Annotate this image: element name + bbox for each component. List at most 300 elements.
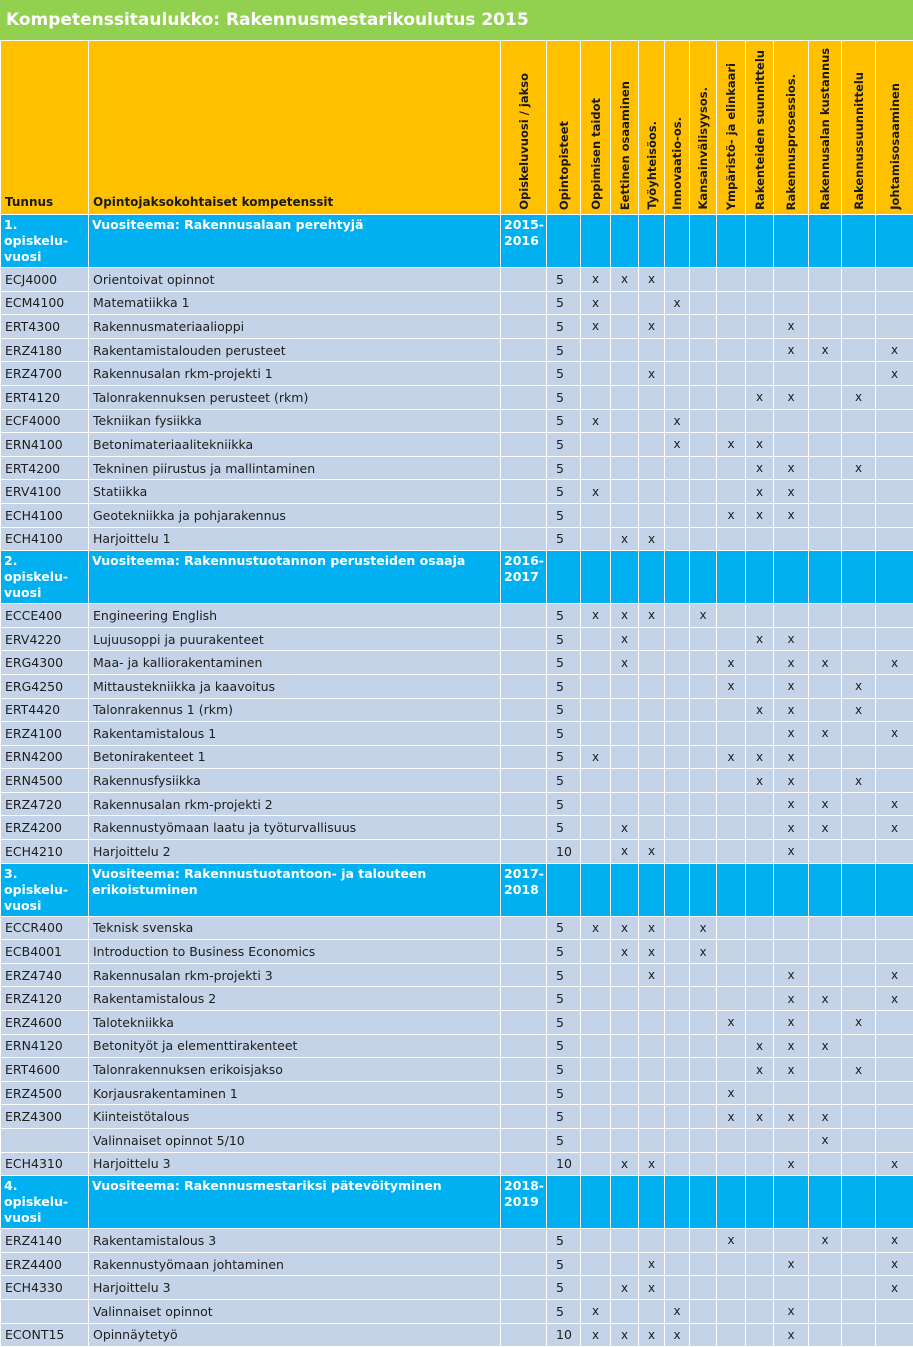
course-name: Tekninen piirustus ja mallintaminen xyxy=(89,456,501,480)
competence-mark xyxy=(665,651,690,675)
competence-mark xyxy=(611,1252,639,1276)
competence-mark xyxy=(690,1152,717,1176)
course-code: ERZ4100 xyxy=(1,722,89,746)
competence-mark xyxy=(665,769,690,793)
course-code xyxy=(1,1299,89,1323)
competence-mark xyxy=(690,1299,717,1323)
competence-mark xyxy=(665,792,690,816)
column-header-label: Rakennussuunnittelu xyxy=(852,72,866,210)
competence-mark xyxy=(842,409,876,433)
competence-mark xyxy=(665,940,690,964)
column-header xyxy=(501,41,547,215)
credits: 10 xyxy=(547,1323,581,1347)
course-name: Valinnaiset opinnot 5/10 xyxy=(89,1129,501,1153)
competence-mark xyxy=(665,1276,690,1300)
credits: 5 xyxy=(547,698,581,722)
period-cell xyxy=(501,1252,547,1276)
table-row xyxy=(1,674,913,698)
period-cell xyxy=(501,409,547,433)
course-code: ERT4120 xyxy=(1,385,89,409)
competence-mark xyxy=(842,963,876,987)
column-header-label: Innovaatio-os. xyxy=(670,117,684,210)
column-header-label: Työyhteisöos. xyxy=(645,121,659,210)
period-cell xyxy=(501,1034,547,1058)
course-code: ERN4120 xyxy=(1,1034,89,1058)
competence-mark xyxy=(639,745,665,769)
competence-mark xyxy=(690,987,717,1011)
competence-mark xyxy=(774,916,809,940)
competence-mark xyxy=(639,1081,665,1105)
theme-cell xyxy=(611,863,639,916)
competence-mark xyxy=(876,916,913,940)
period-cell xyxy=(501,503,547,527)
competence-mark xyxy=(639,433,665,457)
competence-mark xyxy=(774,268,809,292)
competence-mark xyxy=(842,940,876,964)
competence-mark: x xyxy=(876,1252,913,1276)
year-range: 2017-2018 xyxy=(501,863,547,916)
competence-mark xyxy=(665,1129,690,1153)
competence-mark xyxy=(665,268,690,292)
competence-mark xyxy=(690,745,717,769)
course-code: ECCR400 xyxy=(1,916,89,940)
competence-mark: x xyxy=(774,651,809,675)
competence-mark: x xyxy=(746,503,774,527)
competence-mark: x xyxy=(774,745,809,769)
competence-mark: x xyxy=(746,1034,774,1058)
competence-mark xyxy=(746,1276,774,1300)
competence-mark xyxy=(665,674,690,698)
credits: 5 xyxy=(547,527,581,551)
course-name: Matematiikka 1 xyxy=(89,291,501,315)
competence-mark xyxy=(876,698,913,722)
theme-cell xyxy=(611,551,639,604)
competence-mark xyxy=(611,385,639,409)
competence-mark: x xyxy=(581,268,611,292)
competence-mark xyxy=(842,338,876,362)
competence-mark xyxy=(690,816,717,840)
table-row xyxy=(1,527,913,551)
code-header: Tunnus xyxy=(1,41,89,215)
competence-mark xyxy=(690,963,717,987)
table-row xyxy=(1,1105,913,1129)
competence-mark xyxy=(639,1058,665,1082)
competence-mark: x xyxy=(809,1229,842,1253)
competence-mark xyxy=(876,268,913,292)
table-row xyxy=(1,769,913,793)
competence-mark xyxy=(639,792,665,816)
competence-mark: x xyxy=(774,456,809,480)
competence-mark: x xyxy=(639,315,665,339)
column-header xyxy=(842,41,876,215)
competence-mark xyxy=(876,456,913,480)
period-cell xyxy=(501,1011,547,1035)
competence-mark xyxy=(717,916,746,940)
competence-mark: x xyxy=(581,745,611,769)
competence-mark xyxy=(717,456,746,480)
course-name: Rakennusalan rkm-projekti 1 xyxy=(89,362,501,386)
theme-cell xyxy=(547,215,581,268)
year-label: 3. opiskelu-vuosi xyxy=(1,863,89,916)
credits: 5 xyxy=(547,503,581,527)
course-code: ERT4420 xyxy=(1,698,89,722)
credits: 5 xyxy=(547,792,581,816)
competence-mark xyxy=(690,1276,717,1300)
competence-mark xyxy=(876,769,913,793)
competence-mark xyxy=(842,1299,876,1323)
competence-mark xyxy=(581,503,611,527)
period-cell xyxy=(501,433,547,457)
competence-mark xyxy=(746,940,774,964)
competence-mark xyxy=(717,1034,746,1058)
competence-mark xyxy=(809,604,842,628)
course-name: Teknisk svenska xyxy=(89,916,501,940)
competence-mark xyxy=(809,745,842,769)
credits: 5 xyxy=(547,916,581,940)
competence-mark xyxy=(639,987,665,1011)
course-name: Rakennusalan rkm-projekti 3 xyxy=(89,963,501,987)
competence-mark xyxy=(876,385,913,409)
competence-mark xyxy=(611,480,639,504)
table-row xyxy=(1,1152,913,1176)
course-name: Rakennusmateriaalioppi xyxy=(89,315,501,339)
period-cell xyxy=(501,268,547,292)
competence-mark: x xyxy=(809,722,842,746)
competence-mark xyxy=(690,674,717,698)
period-cell xyxy=(501,1276,547,1300)
competence-mark xyxy=(842,268,876,292)
competence-mark xyxy=(842,315,876,339)
competence-mark xyxy=(690,651,717,675)
competence-mark xyxy=(690,1081,717,1105)
competence-mark xyxy=(611,769,639,793)
competence-mark xyxy=(717,840,746,864)
year-theme: Vuositeema: Rakennustuotannon perusteiden osaaja xyxy=(89,551,501,604)
competence-mark xyxy=(746,1011,774,1035)
course-code: ECM4100 xyxy=(1,291,89,315)
table-row xyxy=(1,745,913,769)
competence-mark: x xyxy=(809,338,842,362)
course-code: ECH4210 xyxy=(1,840,89,864)
period-cell xyxy=(501,627,547,651)
theme-cell xyxy=(581,215,611,268)
credits: 5 xyxy=(547,1034,581,1058)
theme-cell xyxy=(639,1176,665,1229)
competence-mark xyxy=(581,1011,611,1035)
course-code: ECCE400 xyxy=(1,604,89,628)
competence-mark xyxy=(639,674,665,698)
competence-mark xyxy=(746,409,774,433)
competence-mark xyxy=(746,722,774,746)
theme-cell xyxy=(611,215,639,268)
competence-mark xyxy=(690,456,717,480)
competence-mark: x xyxy=(639,1323,665,1347)
competence-mark xyxy=(581,627,611,651)
competence-mark xyxy=(717,291,746,315)
competence-mark: x xyxy=(581,480,611,504)
competence-mark xyxy=(876,1129,913,1153)
competence-mark xyxy=(717,627,746,651)
competence-mark xyxy=(774,291,809,315)
credits: 5 xyxy=(547,268,581,292)
competence-mark xyxy=(611,291,639,315)
competence-mark xyxy=(876,409,913,433)
course-name: Rakennusalan rkm-projekti 2 xyxy=(89,792,501,816)
table-row xyxy=(1,916,913,940)
competence-mark xyxy=(876,527,913,551)
course-code: ERN4100 xyxy=(1,433,89,457)
competence-mark xyxy=(665,1081,690,1105)
year-theme-row xyxy=(1,551,913,604)
competence-mark xyxy=(581,674,611,698)
table-row xyxy=(1,651,913,675)
column-header xyxy=(717,41,746,215)
competence-mark xyxy=(774,409,809,433)
competence-mark xyxy=(581,1129,611,1153)
table-row xyxy=(1,338,913,362)
course-code: ECH4330 xyxy=(1,1276,89,1300)
competence-mark xyxy=(746,362,774,386)
competence-mark xyxy=(717,987,746,1011)
competence-mark: x xyxy=(774,627,809,651)
competence-mark: x xyxy=(690,940,717,964)
competence-mark: x xyxy=(639,362,665,386)
table-row xyxy=(1,987,913,1011)
competence-mark xyxy=(611,1034,639,1058)
competence-mark xyxy=(690,503,717,527)
competence-mark: x xyxy=(611,916,639,940)
competence-mark xyxy=(690,433,717,457)
competence-mark xyxy=(665,527,690,551)
credits: 5 xyxy=(547,1105,581,1129)
competence-mark xyxy=(842,1129,876,1153)
theme-cell xyxy=(809,215,842,268)
competence-mark: x xyxy=(876,338,913,362)
competence-mark xyxy=(690,769,717,793)
course-name: Rakentamistalous 1 xyxy=(89,722,501,746)
competence-mark xyxy=(611,456,639,480)
competence-mark: x xyxy=(774,338,809,362)
course-name: Rakentamistalous 2 xyxy=(89,987,501,1011)
credits: 10 xyxy=(547,840,581,864)
competence-mark: x xyxy=(611,651,639,675)
competence-mark: x xyxy=(746,1058,774,1082)
theme-cell xyxy=(774,1176,809,1229)
competence-mark xyxy=(876,291,913,315)
competence-mark xyxy=(581,840,611,864)
theme-cell xyxy=(665,863,690,916)
column-header-label: Rakenteiden suunnittelu xyxy=(753,50,767,210)
competence-mark xyxy=(690,291,717,315)
competence-mark xyxy=(774,1276,809,1300)
table-row xyxy=(1,698,913,722)
competence-mark: x xyxy=(842,674,876,698)
course-name: Tekniikan fysiikka xyxy=(89,409,501,433)
competence-mark xyxy=(809,1252,842,1276)
competence-mark xyxy=(746,816,774,840)
credits: 5 xyxy=(547,674,581,698)
competence-mark xyxy=(611,963,639,987)
competence-mark xyxy=(842,604,876,628)
course-code: ERT4200 xyxy=(1,456,89,480)
competence-mark xyxy=(842,1105,876,1129)
competence-mark: x xyxy=(717,503,746,527)
competence-mark xyxy=(717,527,746,551)
competence-mark xyxy=(842,362,876,386)
period-cell xyxy=(501,963,547,987)
competence-mark xyxy=(690,1011,717,1035)
competence-mark: x xyxy=(717,1081,746,1105)
competence-mark xyxy=(809,1276,842,1300)
competence-mark xyxy=(809,1081,842,1105)
table-row xyxy=(1,1058,913,1082)
competence-mark: x xyxy=(611,816,639,840)
competence-mark: x xyxy=(809,651,842,675)
competence-mark xyxy=(690,527,717,551)
competence-mark: x xyxy=(717,1229,746,1253)
competence-mark xyxy=(717,268,746,292)
period-cell xyxy=(501,1323,547,1347)
course-code: ERT4600 xyxy=(1,1058,89,1082)
competence-mark xyxy=(639,480,665,504)
column-header-label: Rakennusprosessios. xyxy=(784,74,798,210)
competence-mark: x xyxy=(842,456,876,480)
table-row xyxy=(1,1229,913,1253)
table-row xyxy=(1,268,913,292)
competence-mark: x xyxy=(665,291,690,315)
credits: 5 xyxy=(547,722,581,746)
course-code: ERV4220 xyxy=(1,627,89,651)
competence-mark xyxy=(611,315,639,339)
column-header xyxy=(581,41,611,215)
competence-mark: x xyxy=(809,1105,842,1129)
competence-mark xyxy=(611,409,639,433)
table-row xyxy=(1,1323,913,1347)
competence-mark: x xyxy=(581,1299,611,1323)
competence-mark xyxy=(774,604,809,628)
course-name: Harjoittelu 3 xyxy=(89,1276,501,1300)
table-row xyxy=(1,627,913,651)
competence-mark: x xyxy=(842,769,876,793)
competence-mark xyxy=(611,1129,639,1153)
competence-mark xyxy=(809,1152,842,1176)
competence-mark: x xyxy=(774,1152,809,1176)
period-cell xyxy=(501,1129,547,1153)
competence-mark: x xyxy=(774,1058,809,1082)
course-name: Betonityöt ja elementtirakenteet xyxy=(89,1034,501,1058)
competence-mark: x xyxy=(665,409,690,433)
competence-mark xyxy=(581,1252,611,1276)
period-cell xyxy=(501,916,547,940)
theme-cell xyxy=(774,215,809,268)
competence-mark: x xyxy=(876,1229,913,1253)
competence-mark xyxy=(665,916,690,940)
period-cell xyxy=(501,315,547,339)
competence-mark xyxy=(809,291,842,315)
competence-mark: x xyxy=(581,315,611,339)
competence-mark xyxy=(639,1034,665,1058)
period-cell xyxy=(501,291,547,315)
competence-mark xyxy=(842,1081,876,1105)
theme-cell xyxy=(746,863,774,916)
competence-mark xyxy=(746,840,774,864)
course-name: Maa- ja kalliorakentaminen xyxy=(89,651,501,675)
competence-mark xyxy=(876,1299,913,1323)
competence-mark xyxy=(876,1323,913,1347)
competence-mark xyxy=(842,916,876,940)
competence-mark xyxy=(581,433,611,457)
competence-mark xyxy=(876,745,913,769)
credits: 5 xyxy=(547,940,581,964)
theme-cell xyxy=(809,1176,842,1229)
competence-mark xyxy=(717,1299,746,1323)
competence-mark: x xyxy=(665,1323,690,1347)
competence-mark xyxy=(717,816,746,840)
course-name: Orientoivat opinnot xyxy=(89,268,501,292)
competence-mark xyxy=(665,604,690,628)
course-code: ECH4310 xyxy=(1,1152,89,1176)
competence-mark: x xyxy=(809,1034,842,1058)
column-header-label: Johtamisosaaminen xyxy=(888,83,902,210)
column-header-label: Rakennusalan kustannus xyxy=(818,48,832,210)
competence-mark xyxy=(809,1323,842,1347)
period-cell xyxy=(501,1299,547,1323)
competence-mark: x xyxy=(639,604,665,628)
period-cell xyxy=(501,1152,547,1176)
competence-mark: x xyxy=(809,987,842,1011)
competence-mark xyxy=(809,409,842,433)
year-label: 4. opiskelu-vuosi xyxy=(1,1176,89,1229)
credits: 5 xyxy=(547,385,581,409)
course-code: ERV4100 xyxy=(1,480,89,504)
table-row xyxy=(1,1252,913,1276)
competence-mark xyxy=(746,604,774,628)
competence-mark xyxy=(665,627,690,651)
credits: 5 xyxy=(547,291,581,315)
competence-mark: x xyxy=(665,1299,690,1323)
competence-mark xyxy=(717,722,746,746)
competence-mark xyxy=(690,840,717,864)
theme-cell xyxy=(690,863,717,916)
competence-mark: x xyxy=(774,674,809,698)
course-name: Opinnäytetyö xyxy=(89,1323,501,1347)
course-code: ERG4300 xyxy=(1,651,89,675)
competence-mark xyxy=(809,840,842,864)
table-row xyxy=(1,792,913,816)
credits: 5 xyxy=(547,315,581,339)
theme-cell xyxy=(746,551,774,604)
competence-mark xyxy=(842,1152,876,1176)
competence-mark xyxy=(639,1011,665,1035)
competence-mark xyxy=(876,1081,913,1105)
course-code: ERZ4720 xyxy=(1,792,89,816)
theme-cell xyxy=(547,863,581,916)
competence-mark xyxy=(774,940,809,964)
competence-mark xyxy=(746,1323,774,1347)
theme-cell xyxy=(717,1176,746,1229)
competence-mark xyxy=(774,1081,809,1105)
competence-mark: x xyxy=(746,745,774,769)
period-cell xyxy=(501,940,547,964)
competence-mark xyxy=(809,940,842,964)
competence-mark xyxy=(581,698,611,722)
theme-cell xyxy=(581,551,611,604)
competence-mark: x xyxy=(774,840,809,864)
credits: 5 xyxy=(547,604,581,628)
competence-mark xyxy=(746,674,774,698)
course-name: Talonrakennuksen perusteet (rkm) xyxy=(89,385,501,409)
theme-cell xyxy=(547,1176,581,1229)
